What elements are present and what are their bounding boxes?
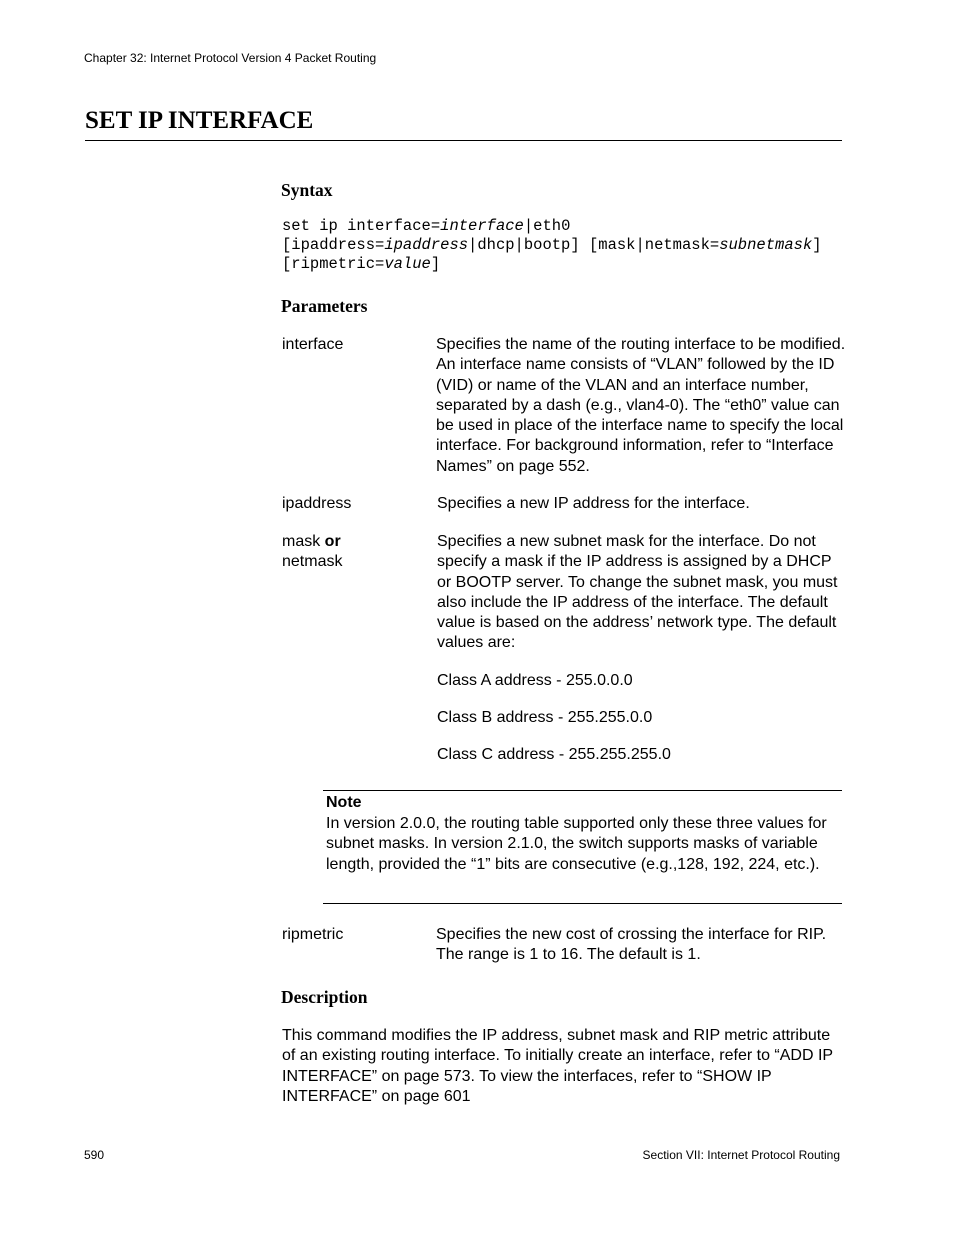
syntax-text: |eth0 (523, 217, 571, 235)
page-title: SET IP INTERFACE (85, 107, 314, 134)
syntax-text: |dhcp|bootp] [mask|netmask= (468, 236, 720, 254)
running-header: Chapter 32: Internet Protocol Version 4 Packet Routing (84, 51, 377, 65)
syntax-line-3 (282, 255, 440, 274)
class-c-default: Class C address - 255.255.255.0 (437, 746, 671, 763)
page-number: 590 (84, 1148, 105, 1162)
description-body: This command modifies the IP address, subnet mask and RIP metric attribute of an existing routing interface. To initially create an interface, refer to “ADD IP INTERFACE” on page 573. To view the interfaces, refer to “SHOW IP INTERFACE” on page 601 (282, 1027, 833, 1105)
syntax-heading: Syntax (281, 180, 333, 200)
class-a-default: Class A address - 255.0.0.0 (437, 672, 633, 689)
syntax-line-1 (282, 217, 570, 236)
param-mask-label: mask (282, 533, 325, 550)
syntax-text: ] (812, 236, 822, 254)
syntax-placeholder: value (384, 255, 431, 273)
syntax-placeholder: subnetmask (719, 236, 813, 254)
syntax-line-2 (282, 236, 822, 255)
description-heading: Description (281, 987, 368, 1007)
param-mask-name (282, 532, 342, 573)
param-ripmetric-desc: Specifies the new cost of crossing the interface for RIP. The range is 1 to 16. The default is 1. (436, 926, 827, 964)
param-interface-name: interface (282, 336, 344, 353)
param-interface-desc: Specifies the name of the routing interface to be modified. An interface name consists of “VLAN” followed by the ID (VID) or name of the VLAN and an interface number, separated by a dash (e.g., vlan4-0). The “eth0” value can be used in place of the interface name to specify the local interface. For background information, refer to “Interface Names” on page 552. (436, 336, 846, 475)
syntax-placeholder: ipaddress (384, 236, 469, 254)
syntax-text: [ipaddress= (282, 236, 385, 254)
note-bottom-rule (323, 903, 842, 904)
note-title: Note (326, 794, 362, 811)
param-ipaddress-desc: Specifies a new IP address for the interface. (437, 495, 750, 512)
param-ripmetric-name: ripmetric (282, 926, 344, 943)
param-ipaddress-name: ipaddress (282, 495, 352, 512)
param-netmask-label: netmask (282, 553, 343, 571)
syntax-text: ] (430, 255, 441, 273)
syntax-text: [ripmetric= (282, 255, 385, 273)
syntax-placeholder: interface (440, 217, 524, 235)
note-top-rule (323, 790, 842, 791)
title-rule (85, 140, 842, 141)
param-mask-desc: Specifies a new subnet mask for the interface. Do not specify a mask if the IP address is assigned by a DHCP or BOOTP server. To change the subnet mask, you must also include the IP address of the interface. The default value is based on the address’ network type. The default values are: (437, 533, 838, 652)
syntax-text: set ip interface= (282, 217, 441, 235)
param-mask-or: or (324, 533, 341, 550)
class-b-default: Class B address - 255.255.0.0 (437, 709, 653, 726)
note-body: In version 2.0.0, the routing table supported only these three values for subnet masks. In version 2.1.0, the switch supports masks of variable length, provided the “1” bits are consecutive (e.g.,128, 192, 224, etc.). (326, 815, 827, 873)
footer-section: Section VII: Internet Protocol Routing (642, 1148, 840, 1162)
parameters-heading: Parameters (281, 296, 368, 316)
